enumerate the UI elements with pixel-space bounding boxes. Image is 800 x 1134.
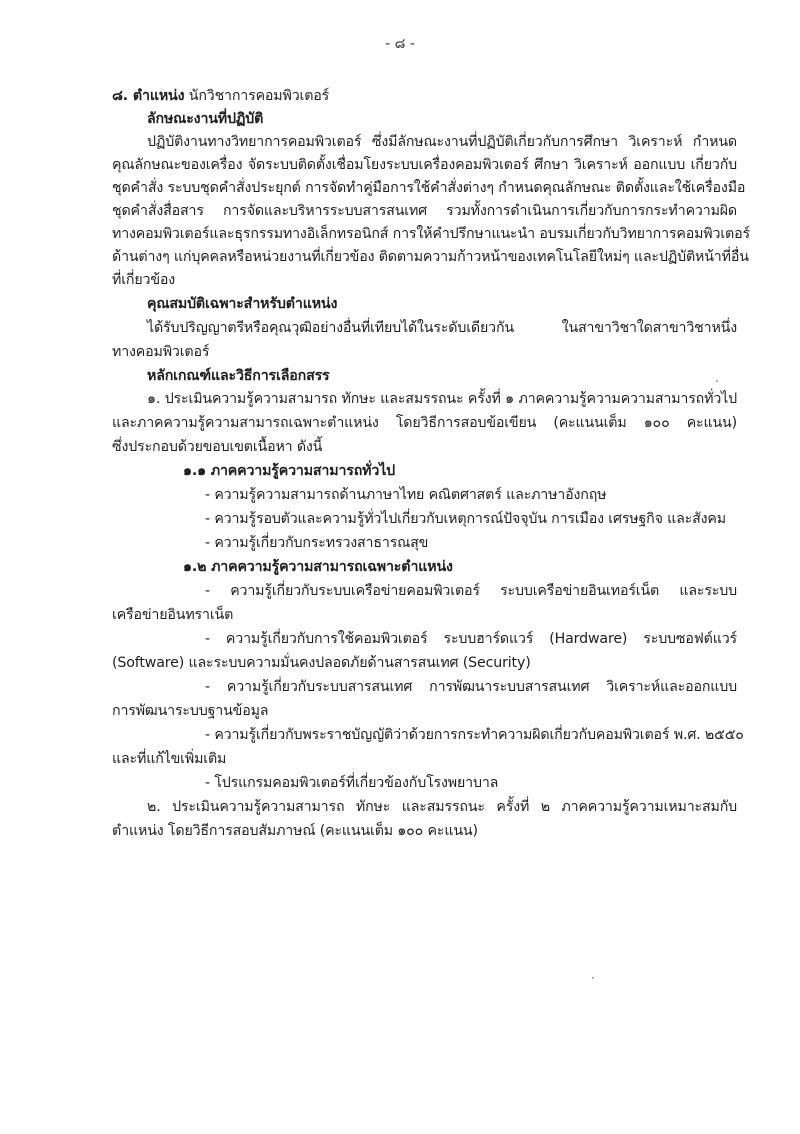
job-description-line: ด้านต่างๆ แก่บุคคลหรือหน่วยงานที่เกี่ยวข้อง ติดตามความก้าวหน้าของเทคโนโลยีใหม่ๆ และปฏิบัติหน้าที่อื่น [112, 249, 749, 265]
job-description-heading: ลักษณะงานที่ปฏิบัติ [147, 111, 264, 127]
specific-knowledge-item-cont: และที่แก้ไขเพิ่มเติม [112, 751, 227, 767]
specific-knowledge-item: - ความรู้เกี่ยวกับระบบสารสนเทศ การพัฒนาระบบสารสนเทศ วิเคราะห์และออกแบบ [205, 679, 737, 695]
scan-speck [716, 380, 718, 382]
specific-knowledge-item: - ความรู้เกี่ยวกับระบบเครือข่ายคอมพิวเตอร์ ระบบเครือข่ายอินเทอร์เน็ต และระบบ [205, 583, 737, 599]
selection-part1-line: ซึ่งประกอบด้วยขอบเขตเนื้อหา ดังนี้ [112, 439, 323, 455]
general-knowledge-heading: ๑.๑ ภาคความรู้ความสามารถทั่วไป [183, 463, 396, 479]
specific-knowledge-item-cont: การพัฒนาระบบฐานข้อมูล [112, 703, 269, 719]
page-number: - ๘ - [385, 36, 415, 52]
position-title: นักวิชาการคอมพิวเตอร์ [188, 88, 330, 104]
general-knowledge-item: - ความรู้รอบตัวและความรู้ทั่วไปเกี่ยวกับเหตุการณ์ปัจจุบัน การเมือง เศรษฐกิจ และสังคม [205, 511, 726, 527]
specific-knowledge-item-cont: (Software) และระบบความมั่นคงปลอดภัยด้านสารสนเทศ (Security) [112, 655, 531, 671]
specific-knowledge-heading: ๑.๒ ภาคความรู้ความสามารถเฉพาะตำแหน่ง [183, 559, 453, 575]
job-description-line: ที่เกี่ยวข้อง [112, 272, 176, 288]
job-description-line: ปฏิบัติงานทางวิทยาการคอมพิวเตอร์ ซึ่งมีลักษณะงานที่ปฏิบัติเกี่ยวกับการศึกษา วิเคราะห์ กำหนด [147, 134, 737, 150]
qualifications-line: ทางคอมพิวเตอร์ [112, 344, 210, 360]
selection-part2-line: ตำแหน่ง โดยวิธีการสอบสัมภาษณ์ (คะแนนเต็ม ๑๐๐ คะแนน) [112, 823, 478, 839]
scan-speck [592, 977, 594, 979]
qualifications-heading: คุณสมบัติเฉพาะสำหรับตำแหน่ง [147, 296, 338, 312]
selection-part2-line: ๒. ประเมินความรู้ความสามารถ ทักษะ และสมรรถนะ ครั้งที่ ๒ ภาคความรู้ความเหมาะสมกับ [147, 799, 737, 815]
job-description-line: ทางคอมพิวเตอร์และธุรกรรมทางอิเล็กทรอนิกส์ การให้คำปรึกษาแนะนำ อบรมเกี่ยวกับวิทยาการคอมพิวเตอร์ [112, 226, 750, 242]
position-heading: ๘. ตำแหน่ง [112, 88, 185, 104]
specific-knowledge-item: - โปรแกรมคอมพิวเตอร์ที่เกี่ยวข้องกับโรงพยาบาล [205, 775, 499, 791]
selection-heading: หลักเกณฑ์และวิธีการเลือกสรร [147, 368, 330, 384]
job-description-line: ชุดคำสั่ง ระบบชุดคำสั่งประยุกต์ การจัดทำคู่มือการใช้คำสั่งต่างๆ กำหนดคุณลักษณะ ติดตั้งและใช้เครื่องมือ [112, 180, 746, 196]
qualifications-line: ได้รับปริญญาตรีหรือคุณวุฒิอย่างอื่นที่เทียบได้ในระดับเดียวกัน ในสาขาวิชาใดสาขาวิชาหนึ่ง [147, 320, 737, 336]
selection-part1-line: ๑. ประเมินความรู้ความสามารถ ทักษะ และสมรรถนะ ครั้งที่ ๑ ภาคความรู้ความความสามารถทั่วไป [147, 391, 737, 407]
job-description-line: คุณลักษณะของเครื่อง จัดระบบติดตั้งเชื่อมโยงระบบเครื่องคอมพิวเตอร์ ศึกษา วิเคราะห์ ออกแบบ เกี่ยวกับ [112, 157, 737, 173]
specific-knowledge-item: - ความรู้เกี่ยวกับการใช้คอมพิวเตอร์ ระบบฮาร์ดแวร์ (Hardware) ระบบซอฟต์แวร์ [205, 631, 737, 647]
general-knowledge-item: - ความรู้ความสามารถด้านภาษาไทย คณิตศาสตร์ และภาษาอังกฤษ [205, 487, 607, 503]
position-line [112, 86, 329, 106]
general-knowledge-item: - ความรู้เกี่ยวกับกระทรวงสาธารณสุข [205, 535, 429, 551]
job-description-line: ชุดคำสั่งสื่อสาร การจัดและบริหารระบบสารสนเทศ รวมทั้งการดำเนินการเกี่ยวกับการกระทำความผิด [112, 203, 737, 219]
specific-knowledge-item-cont: เครือข่ายอินทราเน็ต [112, 607, 234, 623]
selection-part1-line: และภาคความรู้ความสามารถเฉพาะตำแหน่ง โดยวิธีการสอบข้อเขียน (คะแนนเต็ม ๑๐๐ คะแนน) [112, 415, 737, 431]
specific-knowledge-item: - ความรู้เกี่ยวกับพระราชบัญญัติว่าด้วยการกระทำความผิดเกี่ยวกับคอมพิวเตอร์ พ.ศ. ๒๕๕๐ [205, 727, 744, 743]
